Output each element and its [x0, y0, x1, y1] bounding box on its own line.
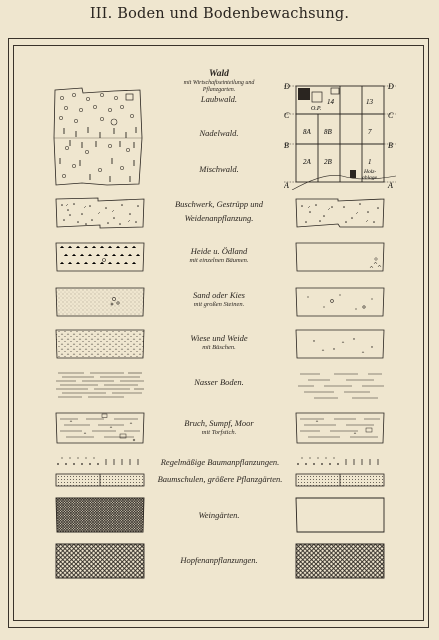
- baumreihen-swatch-right: [294, 455, 386, 467]
- bruch-label: [150, 419, 288, 436]
- wein-swatch-right: [294, 496, 386, 534]
- letter-a-left: A: [284, 181, 289, 190]
- letter-c-left: C: [284, 111, 290, 120]
- letter-c-right: C: [388, 111, 394, 120]
- forest-subtitle-2: Pflanzgarten.: [202, 86, 236, 93]
- mischwald-label: Mischwald.: [199, 164, 239, 174]
- cell-op: O.P.: [311, 106, 322, 112]
- bruch-swatch-left: [54, 410, 146, 446]
- letter-d-left: D: [284, 82, 290, 91]
- nadelwald-label: Nadelwald.: [199, 128, 239, 138]
- bruch-line-1: Bruch, Sumpf, Moor: [184, 418, 254, 428]
- forest-title: Wald: [209, 69, 229, 79]
- wiese-swatch-left: [54, 327, 146, 361]
- forest-plan-diagram: [284, 80, 396, 190]
- letter-d-right: D: [388, 82, 394, 91]
- hopfen-label: Hopfenanpflanzungen.: [180, 555, 258, 565]
- heide-line-1: Heide u. Ödland: [190, 246, 248, 256]
- hopfen-swatch-right: [294, 542, 386, 580]
- cell-8b: 8B: [324, 128, 332, 136]
- sand-line-2: mit großen Steinen.: [193, 300, 245, 308]
- heide-label: [150, 247, 288, 264]
- sand-line-1: Sand oder Kies: [193, 290, 245, 300]
- letter-a-right: A: [388, 181, 393, 190]
- heide-line-2: mit einzelnen Bäumen.: [189, 256, 249, 264]
- forest-subtitle-1: mit Wirtschaftseinteilung und: [183, 79, 255, 86]
- holz-label-1: Holz-: [364, 169, 377, 175]
- buschwerk-line-1: Buschwerk, Gestrüpp und: [174, 199, 264, 209]
- letter-b-right: B: [388, 141, 393, 150]
- wiese-swatch-right: [294, 327, 386, 361]
- baumreihen-label: Regelmäßige Baumanpflanzungen.: [160, 457, 280, 467]
- forest-label: [150, 69, 288, 104]
- laubwald-label: Laubwald.: [200, 93, 238, 104]
- nass-label: Nasser Boden.: [194, 377, 244, 387]
- cell-7: 7: [368, 128, 372, 136]
- wein-swatch-left: [54, 496, 146, 534]
- buschwerk-swatch-right: [294, 196, 386, 230]
- cell-14: 14: [327, 98, 334, 106]
- nass-swatch-left: [54, 368, 146, 402]
- baumschulen-swatch-right: [294, 472, 386, 488]
- heide-swatch-right: [294, 240, 386, 274]
- buschwerk-line-2: Weidenanpflanzung.: [184, 212, 254, 223]
- forest-swatch: [52, 86, 144, 188]
- buschwerk-swatch-left: [54, 196, 146, 230]
- heide-swatch-left: [54, 240, 146, 274]
- wein-label: Weingärten.: [198, 510, 240, 520]
- bruch-line-2: mit Torfstich.: [201, 428, 237, 436]
- nass-swatch-right: [294, 368, 386, 402]
- baumschulen-swatch-left: [54, 472, 146, 488]
- holz-label-2: ablage: [362, 175, 377, 181]
- wiese-label: [150, 334, 288, 351]
- baumreihen-swatch-left: [54, 455, 146, 467]
- cell-8a: 8A: [303, 128, 311, 136]
- wiese-line-1: Wiese und Weide: [190, 333, 248, 343]
- cell-2b: 2B: [324, 158, 332, 166]
- bruch-swatch-right: [294, 410, 386, 446]
- plate-title: III. Boden und Bodenbewachsung.: [89, 6, 350, 22]
- hopfen-swatch-left: [54, 542, 146, 580]
- letter-b-left: B: [284, 141, 289, 150]
- cell-1: 1: [368, 158, 372, 166]
- cell-2a: 2A: [303, 158, 311, 166]
- sand-swatch-left: [54, 285, 146, 319]
- sand-label: [150, 291, 288, 308]
- baumschulen-label: Baumschulen, größere Pflanzgärten.: [157, 474, 283, 484]
- cell-13: 13: [366, 98, 373, 106]
- buschwerk-label: [150, 200, 288, 224]
- wiese-line-2: mit Büschen.: [202, 343, 236, 351]
- sand-swatch-right: [294, 285, 386, 319]
